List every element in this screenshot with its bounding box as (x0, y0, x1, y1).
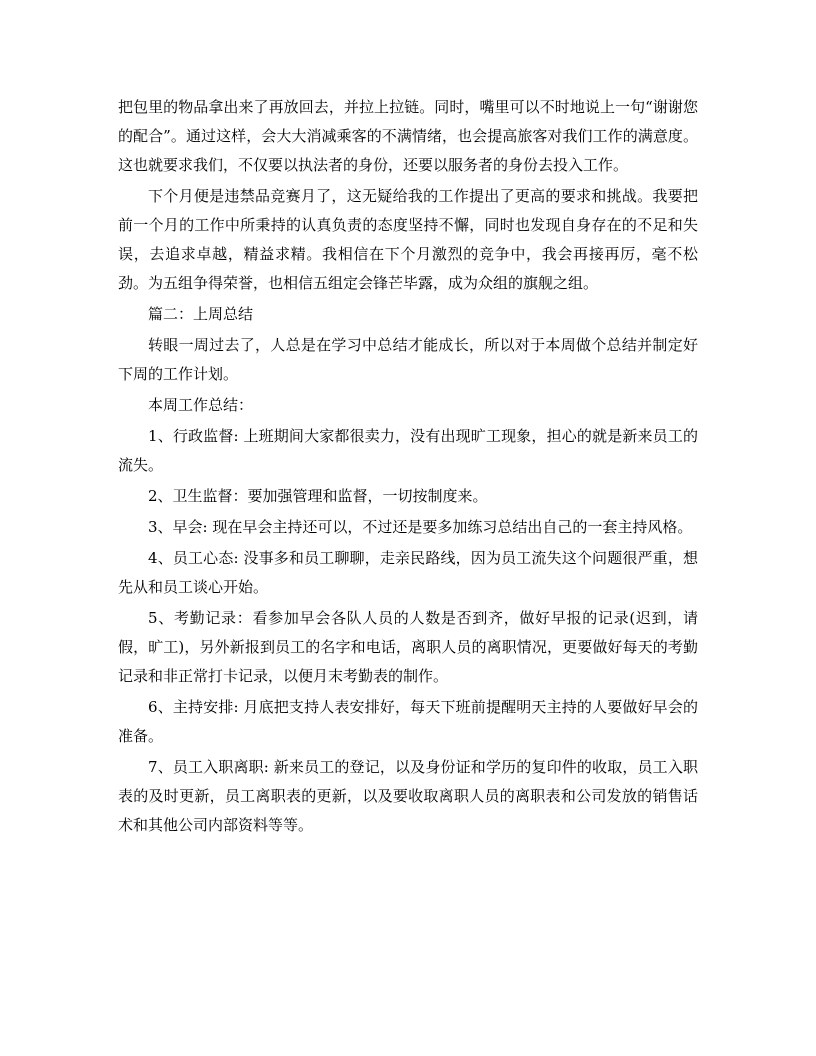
list-item-host-schedule: 6、主持安排: 月底把支持人表安排好，每天下班前提醒明天主持的人要做好早会的准备。 (118, 698, 698, 745)
paragraph-competition-month: 下个月便是违禁品竞赛月了，这无疑给我的工作提出了更高的要求和挑战。我要把前一个月的工作中所秉持的认真负责的态度坚持不懈，同时也发现自身存在的不足和失误，去追求卓越，精益求精。我相信在下个月激烈的竞争中，我会再接再厉，毫不松劲。为五组争得荣誉，也相信五组定会锋芒毕露，成为众组的旗舰之组。 (118, 187, 698, 292)
document-page (118, 93, 698, 842)
list-item-hygiene-supervision: 2、卫生监督：要加强管理和监督，一切按制度来。 (148, 487, 488, 505)
subheading-weekly-summary: 本周工作总结： (148, 396, 254, 414)
list-item-staff-mindset: 4、员工心态: 没事多和员工聊聊，走亲民路线，因为员工流失这个问题很严重，想先从和员工谈心开始。 (118, 549, 698, 596)
paragraph-intro: 转眼一周过去了，人总是在学习中总结才能成长，所以对于本周做个总结并制定好下周的工作计划。 (118, 336, 698, 383)
list-item-onboarding-offboarding: 7、员工入职离职: 新来员工的登记，以及身份证和学历的复印件的收取，员工入职表的及时更新，员工离职表的更新，以及要收取离职人员的离职表和公司发放的销售话术和其他公司内部资料等等。 (118, 758, 698, 834)
section-heading-part-two: 篇二：上周总结 (148, 305, 254, 323)
list-item-attendance-records: 5、考勤记录：看参加早会各队人员的人数是否到齐，做好早报的记录(迟到，请假，旷工)，另外新报到员工的名字和电话，离职人员的离职情况，更要做好每天的考勤记录和非正常打卡记录，以便月末考勤表的制作。 (118, 609, 698, 685)
list-item-admin-supervision: 1、行政监督: 上班期间大家都很卖力，没有出现旷工现象，担心的就是新来员工的流失。 (118, 427, 698, 474)
paragraph-continued: 把包里的物品拿出来了再放回去，并拉上拉链。同时，嘴里可以不时地说上一句“谢谢您的配合”。通过这样，会大大消减乘客的不满情绪，也会提高旅客对我们工作的满意度。这也就要求我们，不仅要以执法者的身份，还要以服务者的身份去投入工作。 (118, 98, 698, 174)
list-item-morning-meeting: 3、早会: 现在早会主持还可以，不过还是要多加练习总结出自己的一套主持风格。 (148, 518, 693, 536)
